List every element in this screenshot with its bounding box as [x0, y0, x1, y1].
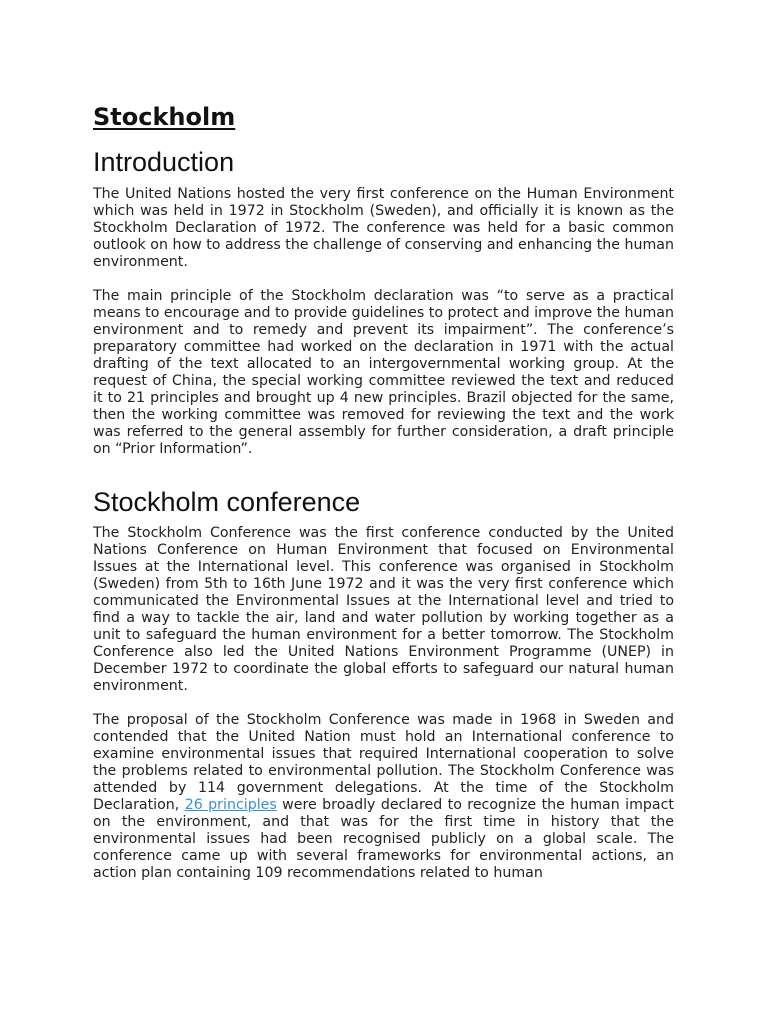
principles-link[interactable]: 26 principles [184, 797, 277, 813]
document-title: Stockholm [93, 103, 236, 131]
intro-paragraph-2: The main principle of the Stockholm declaration was “to serve as a practical means to encourage and to provide guidelines to protect and improve the human environment and to remedy and prevent its impairment”. The conference’s preparatory committee had worked on the declaration in 1971 with the actual drafting of the text allocated to an intergovernmental working group. At the request of China, the special working committee reviewed the text and reduced it to 21 principles and brought up 4 new principles. Brazil objected for the same, then the working committee was removed for reviewing the text and the work was referred to the general assembly for further consideration, a draft principle on “Prior Information”. [93, 288, 674, 457]
conference-paragraph-2-text-before-link: The proposal of the Stockholm Conference was made in 1968 in Sweden and contended that the United Nation must hold an International conference to examine environmental issues that required International cooperation to solve the problems related to environmental pollution. The Stockholm Conference was attended by 114 government delegations. At the time of the Stockholm Declaration, [93, 712, 674, 813]
section-heading-introduction: Introduction [93, 147, 235, 177]
conference-paragraph-1: The Stockholm Conference was the first conference conducted by the United Nations Conference on Human Environment that focused on Environmental Issues at the International level. This conference was organised in Stockholm (Sweden) from 5th to 16th June 1972 and it was the very first conference which communicated the Environmental Issues at the International level and tried to find a way to tackle the air, land and water pollution by working together as a unit to safeguard the human environment for a better tomorrow. The Stockholm Conference also led the United Nations Environment Programme (UNEP) in December 1972 to coordinate the global efforts to safeguard our natural human environment. [93, 525, 674, 694]
conference-paragraph-2 [93, 712, 674, 882]
conference-paragraph-2-text-after-link: were broadly declared to recognize the human impact on the environment, and that was for the first time in history that the environmental issues had been recognised publicly on a global scale. The conference came up with several frameworks for environmental actions, an action plan containing 109 recommendations related to human [93, 797, 674, 881]
intro-paragraph-1: The United Nations hosted the very first conference on the Human Environment which was held in 1972 in Stockholm (Sweden), and officially it is known as the Stockholm Declaration of 1972. The conference was held for a basic common outlook on how to address the challenge of conserving and enhancing the human environment. [93, 186, 674, 270]
conference-paragraph-2-container [93, 712, 674, 881]
document-body [93, 98, 674, 881]
section-heading-stockholm-conference: Stockholm conference [93, 487, 361, 517]
